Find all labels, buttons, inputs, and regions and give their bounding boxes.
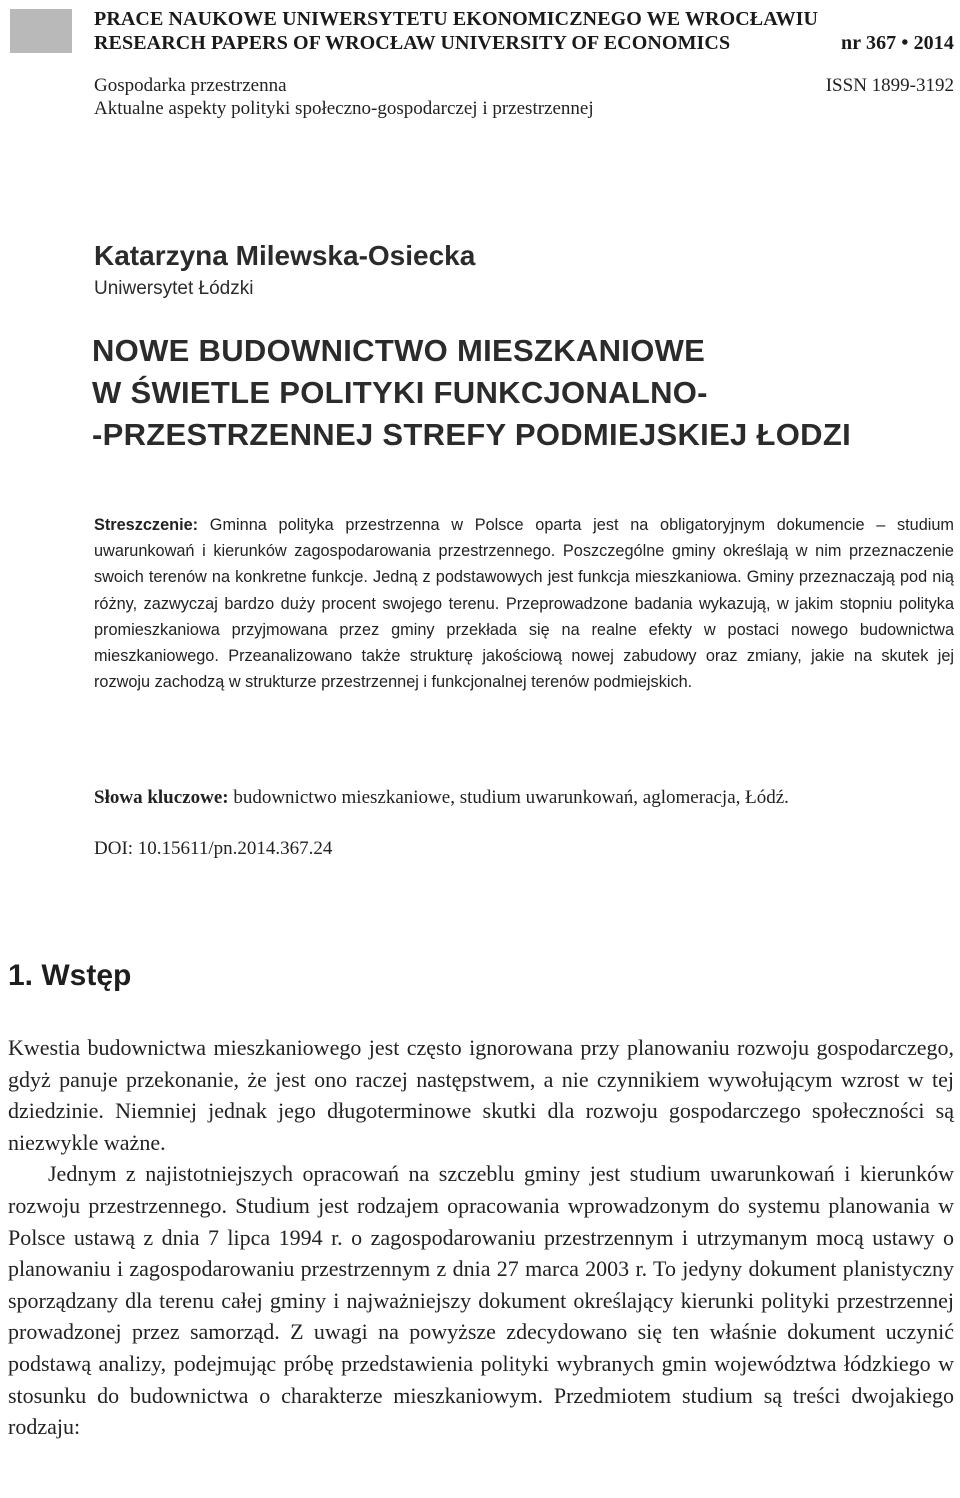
issue-number: nr 367 • 2014 bbox=[841, 32, 954, 54]
keywords bbox=[94, 785, 954, 811]
journal-name-pl: PRACE NAUKOWE UNIWERSYTETU EKONOMICZNEGO WE WROCŁAWIU bbox=[94, 8, 819, 30]
section-heading: 1. Wstęp bbox=[8, 959, 132, 992]
abstract-text: Gminna polityka przestrzenna w Polsce oparta jest na obligatoryjnym dokumencie – studium uwarunkowań i kierunków zagospodarowania przestrzennego. Poszczególne gminy określają w nim przeznaczenie swoich terenów na konkretne funkcje. Jedną z podstawowych jest funkcja mieszkaniowa. Gminy przeznaczają pod nią różny, zazwyczaj bardzo duży procent swojego terenu. Przeprowadzone badania wykazują, w jakim stopniu polityka promieszkaniowa przyjmowana przez gminy przekłada się na realne efekty w postaci nowego budownictwa mieszkaniowego. Przeanalizowano także strukturę jakościową nowej zabudowy oraz zmiany, jakie na skutek jej rozwoju zachodzą w strukturze przestrzennej i funkcjonalnej terenów podmiejskich. bbox=[94, 516, 954, 692]
title-line: W ŚWIETLE POLITYKI FUNKCJONALNO- bbox=[92, 375, 708, 410]
article-title bbox=[92, 330, 952, 456]
doi: DOI: 10.15611/pn.2014.367.24 bbox=[94, 838, 333, 859]
title-line: -PRZESTRZENNEJ STREFY PODMIEJSKIEJ ŁODZI bbox=[92, 417, 851, 452]
series-name: Gospodarka przestrzenna bbox=[94, 75, 287, 96]
keywords-label: Słowa kluczowe: bbox=[94, 787, 229, 808]
section-body bbox=[8, 1032, 954, 1443]
abstract-label: Streszczenie: bbox=[94, 516, 199, 534]
journal-name-en-row bbox=[94, 31, 954, 55]
issn: ISSN 1899-3192 bbox=[825, 75, 954, 96]
author-affiliation: Uniwersytet Łódzki bbox=[94, 278, 254, 299]
journal-header bbox=[94, 7, 954, 55]
journal-name-en: RESEARCH PAPERS OF WROCŁAW UNIVERSITY OF ECONOMICS bbox=[94, 32, 731, 54]
body-paragraph: Kwestia budownictwa mieszkaniowego jest często ignorowana przy planowaniu rozwoju gospodarczego, gdyż panuje przekonanie, że jest ono raczej następstwem, a nie czynnikiem wywołującym wzrost w tej dziedzinie. Niemniej jednak jego długoterminowe skutki dla rozwoju gospodarczego społeczności są niezwykle ważne. bbox=[8, 1035, 954, 1155]
series-row bbox=[94, 75, 954, 97]
abstract bbox=[94, 512, 954, 695]
corner-block bbox=[10, 9, 72, 53]
body-paragraph: Jednym z najistotniejszych opracowań na szczeblu gminy jest studium uwarunkowań i kierunków rozwoju przestrzennego. Studium jest rodzajem opracowania wprowadzonym do systemu planowania w Polsce ustawą z dnia 7 lipca 1994 r. o zagospodarowaniu przestrzennym i utrzymanym mocą ustawy o planowaniu i zagospodarowaniu przestrzennym z dnia 27 marca 2003 r. To jedyny dokument planistyczny sporządzany dla terenu całej gminy i najważniejszy dokument określający kierunki polityki przestrzennej prowadzonej przez samorząd. Z uwagi na powyższe zdecydowano się ten właśnie dokument uczynić podstawą analizy, podejmując próbę przedstawienia polityki wybranych gmin województwa łódzkiego w stosunku do budownictwa o charakterze mieszkaniowym. Przedmiotem studium są treści dwojakiego rodzaju: bbox=[8, 1161, 954, 1440]
series-subtitle: Aktualne aspekty polityki społeczno-gospodarczej i przestrzennej bbox=[94, 98, 594, 119]
title-line: NOWE BUDOWNICTWO MIESZKANIOWE bbox=[92, 333, 706, 368]
author-name: Katarzyna Milewska-Osiecka bbox=[94, 240, 476, 271]
keywords-text: budownictwo mieszkaniowe, studium uwarunkowań, aglomeracja, Łódź. bbox=[233, 787, 789, 808]
